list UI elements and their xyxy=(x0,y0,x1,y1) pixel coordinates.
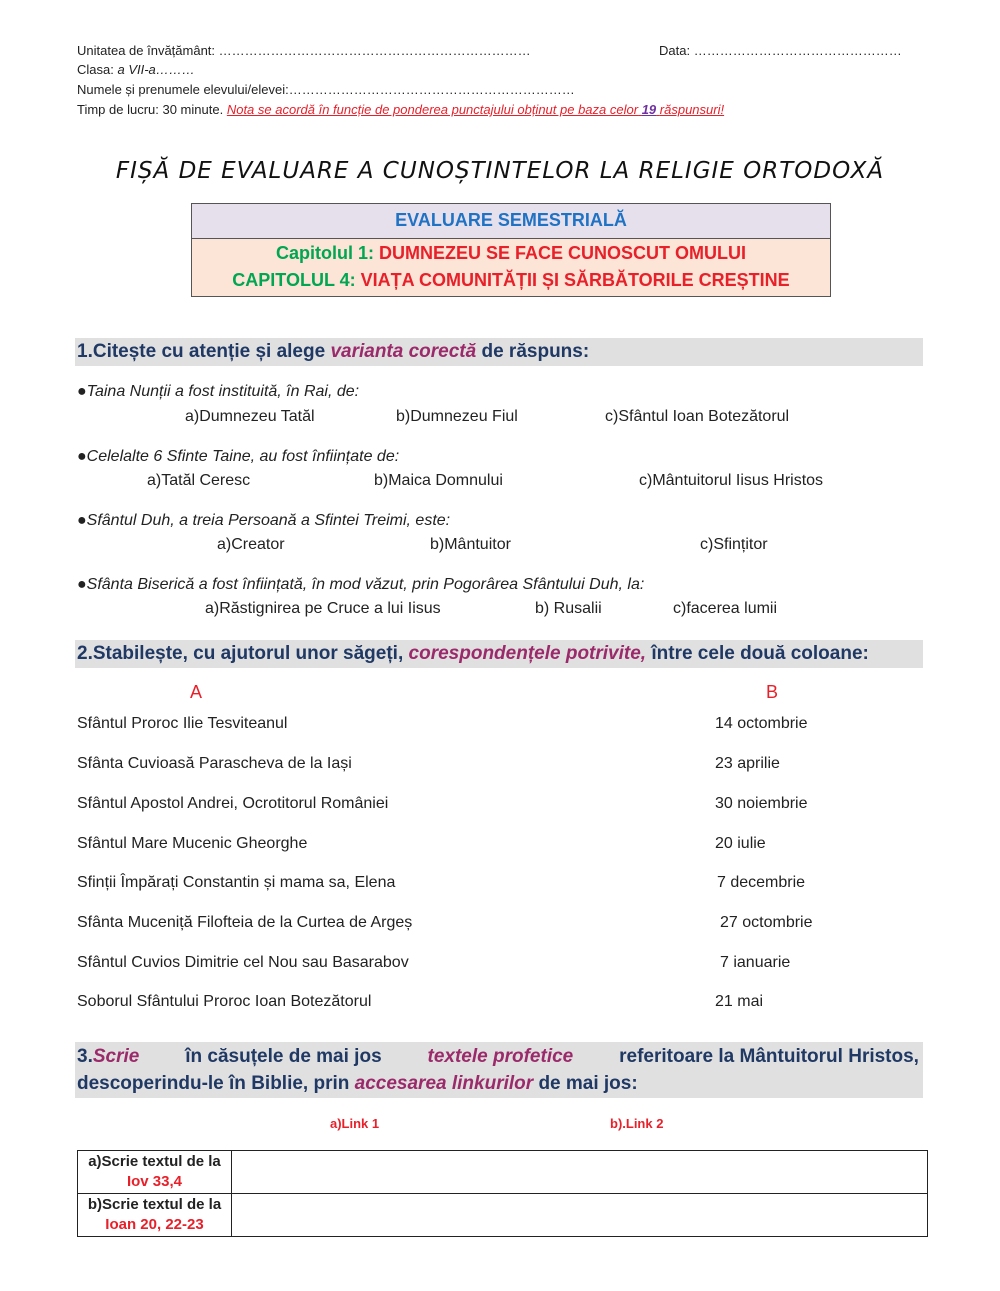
q4-option-c[interactable]: c)facerea lumii xyxy=(673,600,778,617)
answer-count: 19 xyxy=(641,102,657,117)
date-label: Data: xyxy=(659,43,691,58)
time-line xyxy=(77,102,724,118)
student-line xyxy=(77,82,575,98)
q3-option-b[interactable]: b)Mântuitor xyxy=(430,536,511,553)
section-1-heading: 1.Citește cu atenție și alege varianta corectă de răspuns: xyxy=(75,338,923,366)
time-text: Timp de lucru: 30 minute. xyxy=(77,102,224,117)
q3-option-a[interactable]: a)Creator xyxy=(217,536,285,553)
row-b-answer-field[interactable] xyxy=(232,1194,928,1237)
question-4: ●Sfânta Biserică a fost înființată, în mod văzut, prin Pogorârea Sfântului Duh, la: xyxy=(77,576,645,593)
date-2[interactable]: 23 aprilie xyxy=(715,755,780,772)
date-8[interactable]: 21 mai xyxy=(715,993,764,1010)
school-label: Unitatea de învățământ: xyxy=(77,43,216,58)
saint-1[interactable]: Sfântul Proroc Ilie Tesviteanul xyxy=(77,715,288,732)
evaluation-heading: EVALUARE SEMESTRIALĂ xyxy=(192,204,830,239)
saint-5[interactable]: Sfinții Împărați Constantin și mama sa, Elena xyxy=(77,874,396,891)
saint-3[interactable]: Sfântul Apostol Andrei, Ocrotitorul României xyxy=(77,795,389,812)
class-value: a VII-a……… xyxy=(117,62,195,77)
saint-7[interactable]: Sfântul Cuvios Dimitrie cel Nou sau Basarabov xyxy=(77,954,409,971)
date-6[interactable]: 27 octombrie xyxy=(720,914,813,931)
row-b-label: b)Scrie textul de la Ioan 20, 22-23 xyxy=(78,1194,232,1237)
answer-table xyxy=(77,1150,928,1237)
date-line xyxy=(659,43,902,59)
school-line xyxy=(77,43,531,59)
q1-option-c[interactable]: c)Sfântul Ioan Botezătorul xyxy=(605,408,790,425)
question-1: ●Taina Nunții a fost instituită, în Rai, de: xyxy=(77,383,360,400)
page-title: FIȘĂ DE EVALUARE A CUNOȘTINTELOR LA RELIGIE ORTODOXĂ xyxy=(115,158,885,184)
q2-option-b[interactable]: b)Maica Domnului xyxy=(374,472,503,489)
saint-4[interactable]: Sfântul Mare Mucenic Gheorghe xyxy=(77,835,308,852)
date-3[interactable]: 30 noiembrie xyxy=(715,795,808,812)
grading-note: Nota se acordă în funcție de ponderea punctajului obținut pe baza celor 19 răspunsuri! xyxy=(226,102,725,117)
class-line xyxy=(77,62,195,78)
q2-option-a[interactable]: a)Tatăl Ceresc xyxy=(147,472,251,489)
q1-option-a[interactable]: a)Dumnezeu Tatăl xyxy=(185,408,315,425)
student-dots: ………………………………………………………… xyxy=(288,82,575,97)
column-b-header: B xyxy=(766,682,779,702)
saint-8[interactable]: Soborul Sfântului Proroc Ioan Botezătorul xyxy=(77,993,372,1010)
table-row xyxy=(78,1151,928,1194)
date-7[interactable]: 7 ianuarie xyxy=(720,954,791,971)
date-dots: ………………………………………… xyxy=(693,43,902,58)
q3-option-c[interactable]: c)Sfințitor xyxy=(700,536,768,553)
chapter-4: CAPITOLUL 4: VIAȚA COMUNITĂȚII ȘI SĂRBĂTORILE CREȘTINE xyxy=(232,270,790,290)
date-5[interactable]: 7 decembrie xyxy=(717,874,806,891)
q1-option-b[interactable]: b)Dumnezeu Fiul xyxy=(396,408,518,425)
school-dots: ……………………………………………………………… xyxy=(218,43,531,58)
date-1[interactable]: 14 octombrie xyxy=(715,715,808,732)
saint-2[interactable]: Sfânta Cuvioasă Parascheva de la Iași xyxy=(77,755,352,772)
column-a-header: A xyxy=(190,682,203,702)
chapters xyxy=(192,239,830,296)
saint-6[interactable]: Sfânta Muceniță Filofteia de la Curtea de Argeș xyxy=(77,914,413,931)
question-2: ●Celelalte 6 Sfinte Taine, au fost înființate de: xyxy=(77,448,400,465)
row-a-answer-field[interactable] xyxy=(232,1151,928,1194)
link-1[interactable]: a)Link 1 xyxy=(330,1116,380,1131)
chapter-1: Capitolul 1: DUMNEZEU SE FACE CUNOSCUT OMULUI xyxy=(275,243,747,263)
q2-option-c[interactable]: c)Mântuitorul Iisus Hristos xyxy=(639,472,824,489)
question-3: ●Sfântul Duh, a treia Persoană a Sfintei Treimi, este: xyxy=(77,512,451,529)
evaluation-box xyxy=(191,203,831,297)
q4-option-a[interactable]: a)Răstignirea pe Cruce a lui Iisus xyxy=(205,600,441,617)
student-label: Numele și prenumele elevului/elevei: xyxy=(77,82,289,97)
link-2[interactable]: b).Link 2 xyxy=(610,1116,664,1131)
section-2-heading: 2.Stabilește, cu ajutorul unor săgeți, corespondențele potrivite, între cele două coloane: xyxy=(75,640,923,668)
table-row xyxy=(78,1194,928,1237)
q4-option-b[interactable]: b) Rusalii xyxy=(535,600,602,617)
row-a-label: a)Scrie textul de la Iov 33,4 xyxy=(78,1151,232,1194)
section-3-heading: 3.Scrie în căsuțele de mai jos textele profetice referitoare la Mântuitorul Hristos, descoperindu-le în Biblie, prin accesarea linkurilor de mai jos: xyxy=(75,1042,923,1098)
date-4[interactable]: 20 iulie xyxy=(715,835,766,852)
class-label: Clasa: xyxy=(77,62,114,77)
